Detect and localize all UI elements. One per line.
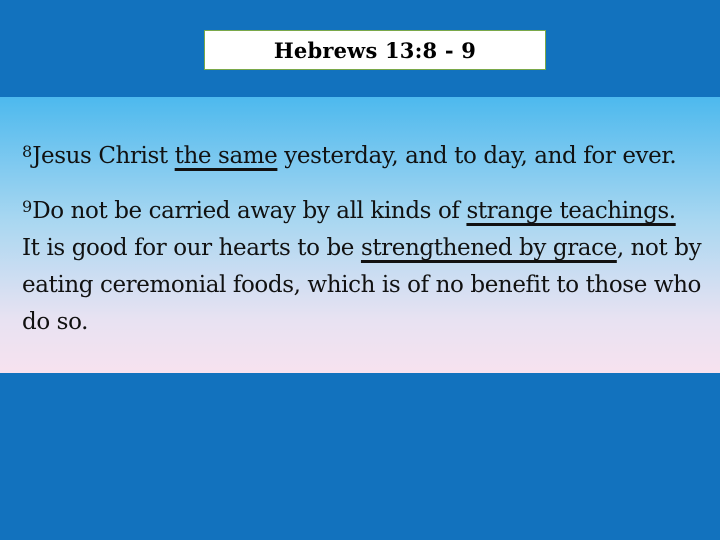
verse-number: 8 [22,142,33,161]
verse-9 [22,188,702,341]
verse-number: 9 [22,197,33,216]
verse-text: Do not be carried away by all kinds of [32,198,467,224]
verse-text: yesterday, and to day, and for ever. [277,143,677,169]
underlined-phrase: the same [174,143,278,169]
title-box [204,30,546,70]
verse-8 [22,133,702,175]
verse-text: It is good for our hearts to be [22,198,690,261]
verse-text: Jesus Christ [32,143,175,169]
slide-title: Hebrews 13:8 - 9 [273,37,477,63]
underlined-phrase: strengthened by grace [360,235,617,261]
verses-text-block [22,133,702,354]
verse-text: , not by eating ceremonial foods, which is of no benefit to those who do so. [22,235,702,335]
underlined-phrase: strange teachings. [466,198,676,224]
